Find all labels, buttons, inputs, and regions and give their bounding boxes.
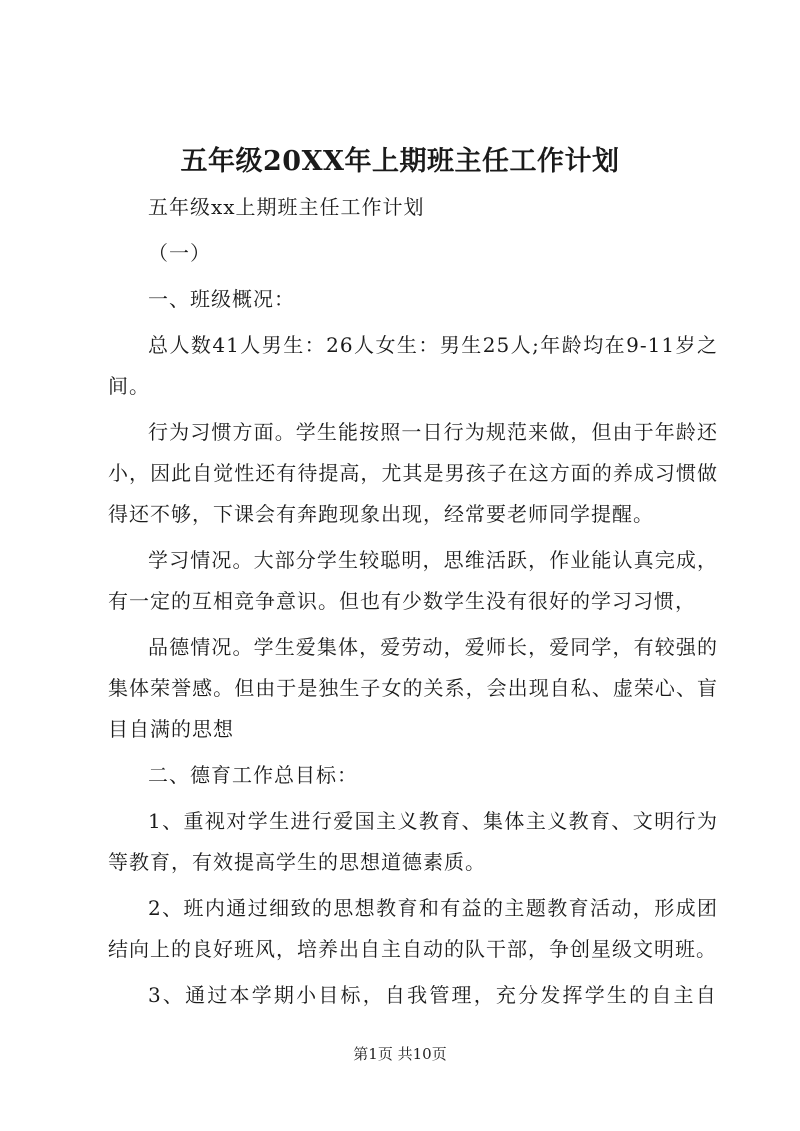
- paragraph-goal-2: 2、班内通过细致的思想教育和有益的主题教育活动，形成团结向上的良好班风，培养出自主自动的队干部，争创星级文明班。: [108, 896, 718, 961]
- paragraph-heading-class-overview: 一、班级概况：: [148, 287, 295, 311]
- paragraph-goal-1: 1、重视对学生进行爱国主义教育、集体主义教育、文明行为等教育，有效提高学生的思想道德素质。: [108, 809, 718, 874]
- paragraph-study-situation: 学习情况。大部分学生较聪明，思维活跃，作业能认真完成，有一定的互相竞争意识。但也有少数学生没有很好的学习习惯，: [108, 548, 718, 613]
- paragraph-section-marker: （一）: [148, 241, 211, 265]
- paragraph-goal-3: 3、通过本学期小目标，自我管理，充分发挥学生的自主自: [148, 983, 718, 1007]
- paragraph-moral-character: 品德情况。学生爱集体，爱劳动，爱师长，爱同学，有较强的集体荣誉感。但由于是独生子女的关系，会出现自私、虚荣心、盲目自满的思想: [108, 635, 718, 741]
- document-body: [108, 187, 718, 1021]
- document-title: 五年级20XX年上期班主任工作计划: [180, 146, 620, 177]
- paragraph-subtitle: 五年级xx上期班主任工作计划: [148, 195, 425, 219]
- paragraph-heading-moral-goals: 二、德育工作总目标：: [148, 763, 358, 787]
- paragraph-behavior-habits: 行为习惯方面。学生能按照一日行为规范来做，但由于年龄还小，因此自觉性还有待提高，尤其是男孩子在这方面的养成习惯做得还不够，下课会有奔跑现象出现，经常要老师同学提醒。: [108, 420, 718, 526]
- page-number-footer: 第1页 共10页: [353, 1045, 447, 1063]
- paragraph-student-count: 总人数41人男生：26人女生：男生25人;年龄均在9-11岁之间。: [108, 333, 718, 398]
